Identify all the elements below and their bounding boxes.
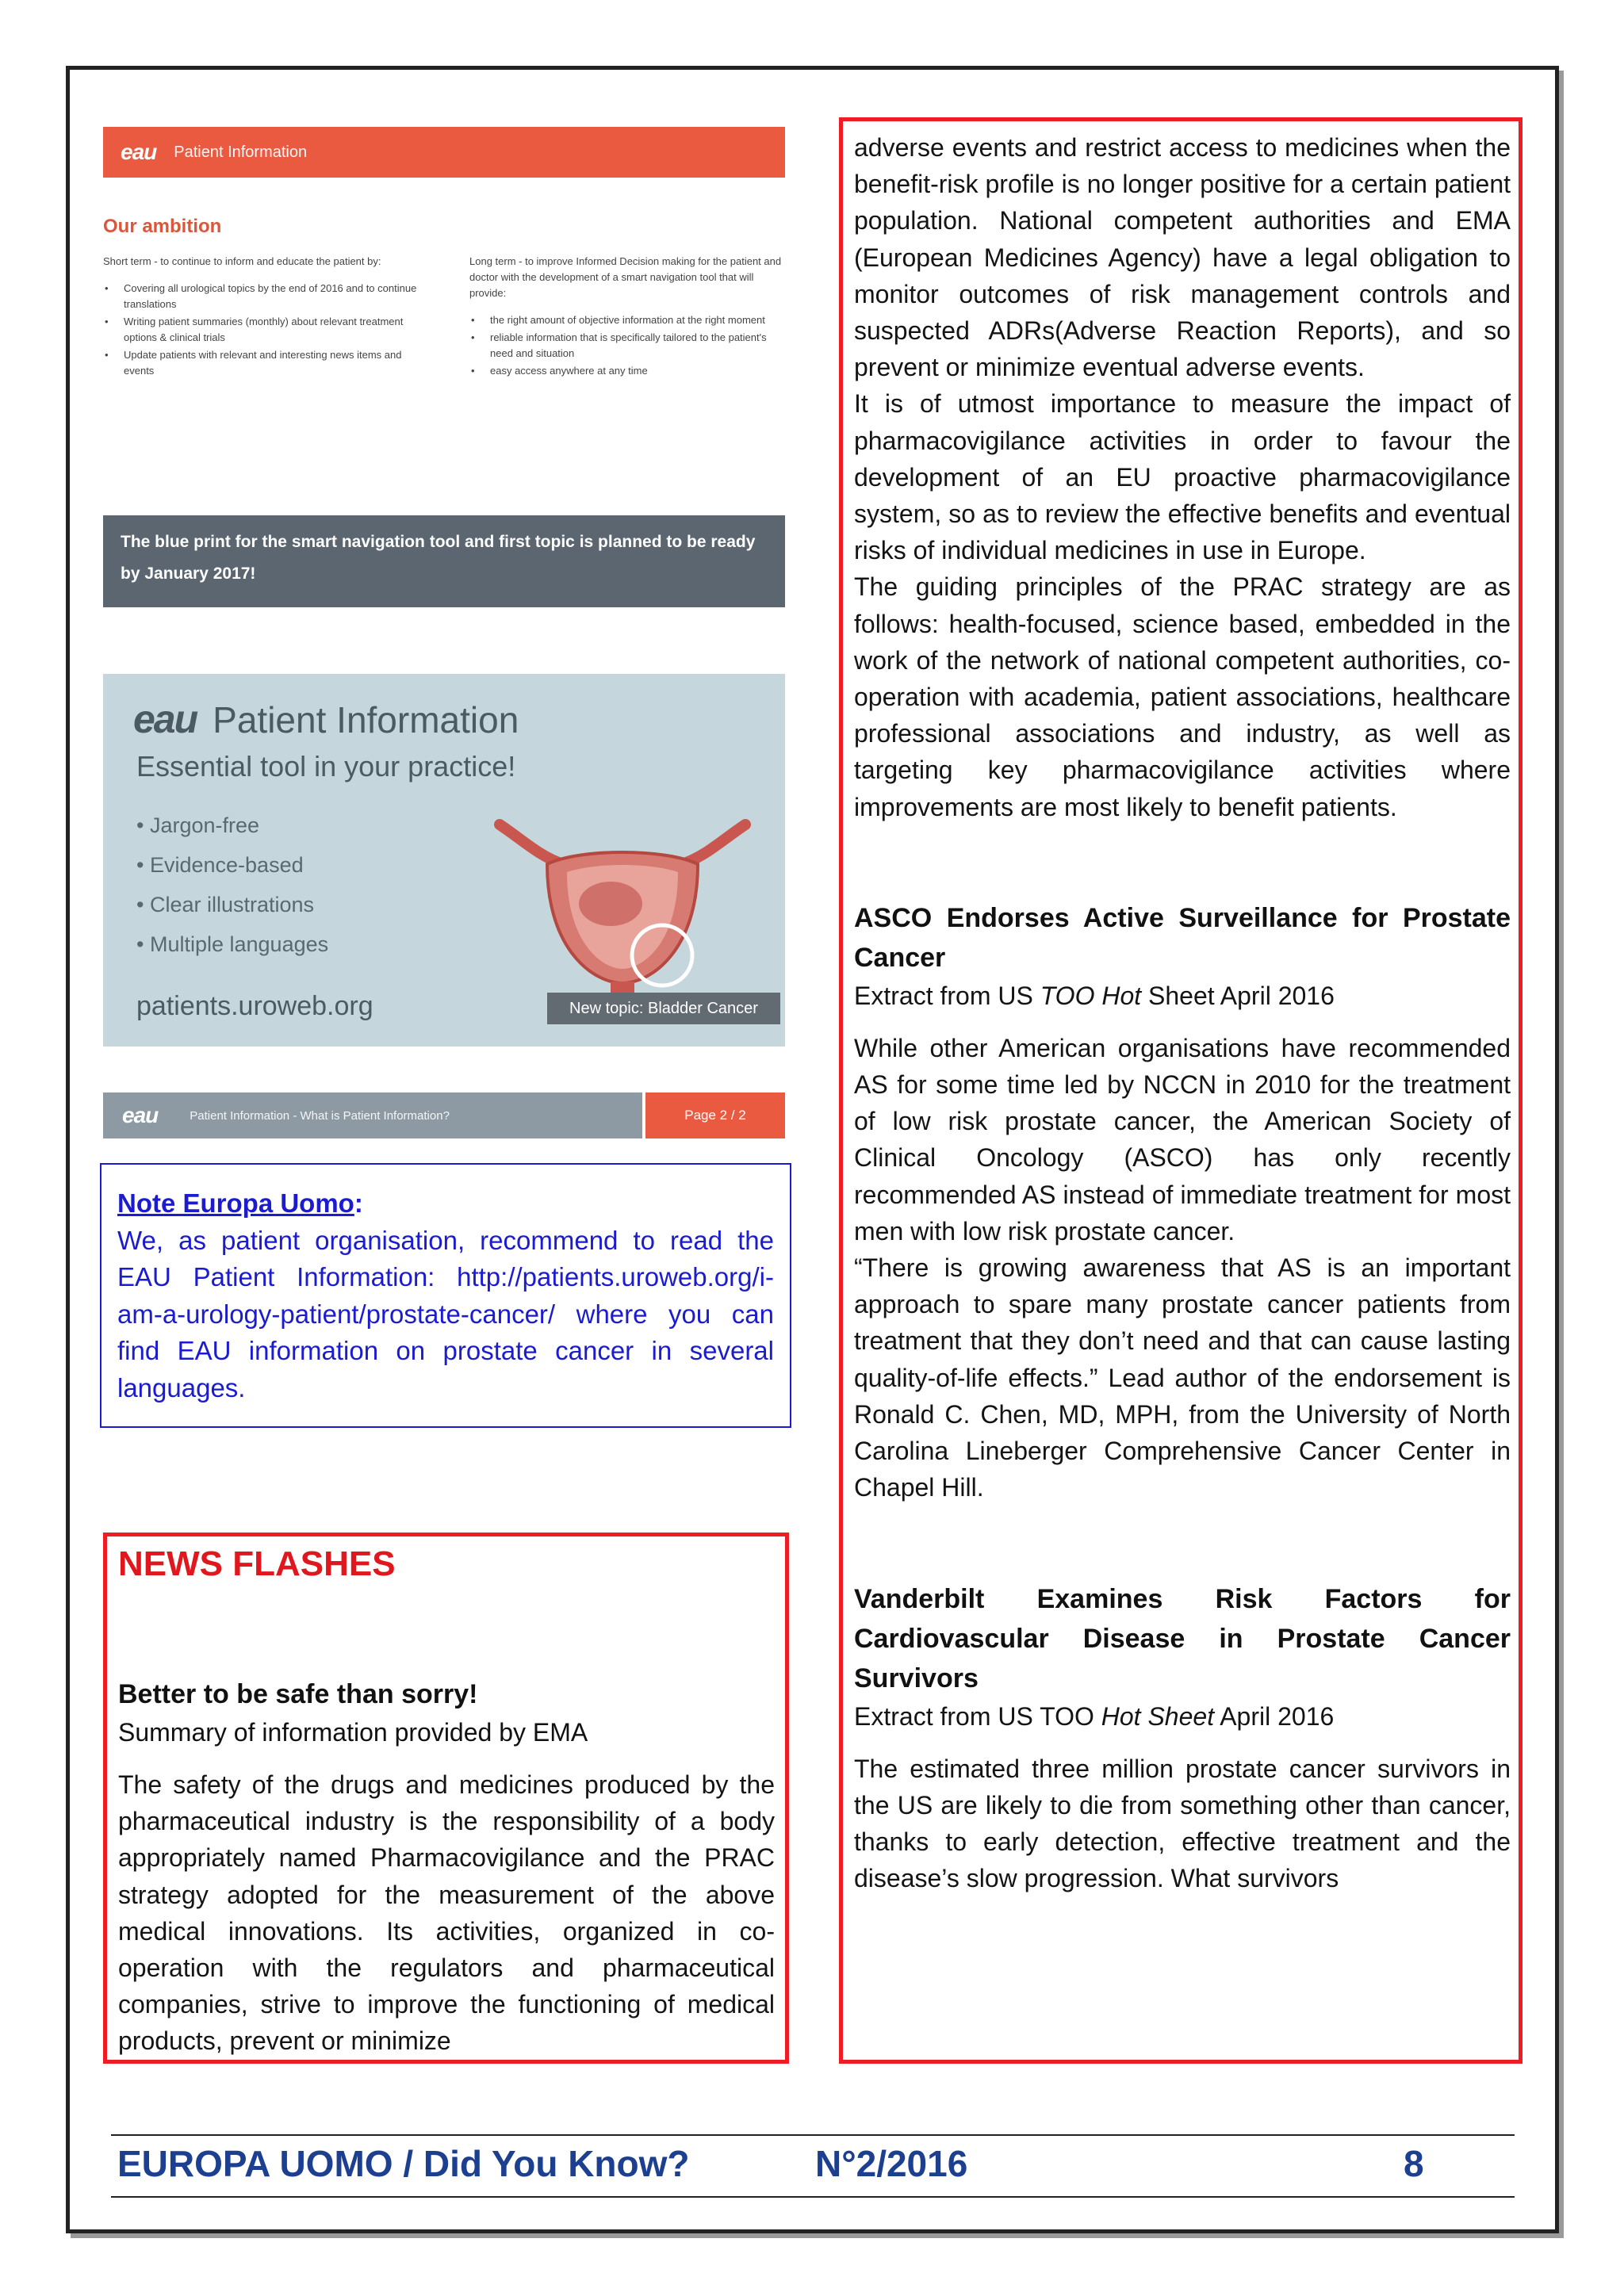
- blueprint-banner: The blue print for the smart navigation tool and first topic is planned to be ready by January 2017!: [103, 515, 785, 607]
- article-body: The safety of the drugs and medicines produced by the pharmaceutical industry is the responsibility of a body appropriately named Pharmacovigilance and the PRAC strategy adopted for the measurement of the above medical innovations. Its activities, organized in co-operation with the regulators and pharmaceutical companies, strive to improve the functioning of medical products, prevent or minimize: [118, 1770, 775, 2056]
- poster-bullet: • Evidence-based: [136, 845, 328, 885]
- short-term-column: [103, 254, 420, 381]
- pharmacovigilance-paragraph: It is of utmost importance to measure the impact of pharmacovigilance activities in order to favour the development of an EU proactive pharmacovigilance system, so as to review the effective benefits and eventual risks of individual medicines in use in Europe.: [854, 389, 1511, 565]
- vanderbilt-subtitle: [854, 1698, 1511, 1735]
- news-flashes-box: [103, 1533, 789, 2064]
- footer-rule-bottom: [111, 2196, 1515, 2198]
- asco-paragraph: While other American organisations have recommended AS for some time led by NCCN in 2010 for the treatment of low risk prostate cancer, the American Society of Clinical Oncology (ASCO) has only recently recommended AS instead of immediate treatment for most men with low risk prostate cancer.: [854, 1033, 1511, 1246]
- footer-page-number: 8: [1404, 2143, 1424, 2184]
- poster-bullet: • Jargon-free: [136, 806, 328, 845]
- note-europa-uomo-box: [100, 1163, 791, 1428]
- long-term-item: • easy access anywhere at any time: [469, 363, 787, 379]
- eau-banner-text: Patient Information: [174, 143, 308, 161]
- poster-bullet: • Clear illustrations: [136, 885, 328, 924]
- vanderbilt-subtitle-prefix: Extract from US TOO: [854, 1701, 1101, 1731]
- vanderbilt-title-text: Vanderbilt Examines Risk Factors for Cardiovascular Disease in Prostate Cancer Survivors: [854, 1583, 1511, 1693]
- poster-title-text: Patient Information: [213, 699, 519, 740]
- note-title: Note Europa Uomo: [117, 1188, 354, 1218]
- poster-logo: eau: [133, 697, 197, 741]
- short-term-item: • Writing patient summaries (monthly) about relevant treatment options & clinical trials: [103, 314, 420, 346]
- article-subtitle: Summary of information provided by EMA: [118, 1718, 588, 1747]
- flyer-footer-logo: eau: [122, 1103, 159, 1127]
- poster-topic-badge: New topic: Bladder Cancer: [547, 993, 780, 1024]
- ambition-title: Our ambition: [103, 216, 222, 237]
- asco-subtitle-suffix: Sheet April 2016: [1141, 981, 1335, 1010]
- short-term-intro: Short term - to continue to inform and educate the patient by:: [103, 255, 381, 267]
- long-term-item: • the right amount of objective information at the right moment: [469, 312, 787, 328]
- asco-subtitle-italic: TOO Hot: [1040, 981, 1142, 1010]
- article-title: Better to be safe than sorry!: [118, 1679, 478, 1709]
- long-term-column: [469, 254, 787, 381]
- long-term-item: • reliable information that is specifically tailored to the patient's need and situation: [469, 330, 787, 362]
- news-flashes-heading: NEWS FLASHES: [118, 1544, 396, 1583]
- poster-bullets: [136, 806, 328, 964]
- pharmacovigilance-paragraph: The guiding principles of the PRAC strategy are as follows: health-focused, science based, embedded in the work of the network of national competent authorities, co-operation with academia, patient associations, healthcare professional associations and industry, as well as targeting key pharmacovigilance activities where improvements are most likely to benefit patients.: [854, 572, 1511, 821]
- asco-subtitle: [854, 978, 1511, 1014]
- right-column-box: [839, 117, 1522, 2064]
- vanderbilt-subtitle-italic: Hot Sheet: [1101, 1701, 1215, 1731]
- flyer-footer: [103, 1093, 785, 1138]
- vanderbilt-paragraph: The estimated three million prostate cancer survivors in the US are likely to die from something other than cancer, thanks to early detection, effective treatment and the disease’s slow progression. What survivors: [854, 1754, 1511, 1893]
- vanderbilt-subtitle-suffix: April 2016: [1214, 1701, 1335, 1731]
- short-term-item: • Covering all urological topics by the end of 2016 and to continue translations: [103, 281, 420, 312]
- asco-subtitle-prefix: Extract from US: [854, 981, 1040, 1010]
- vanderbilt-title: [854, 1579, 1511, 1698]
- eau-banner: [103, 127, 785, 178]
- footer-publication: EUROPA UOMO / Did You Know?: [117, 2143, 690, 2184]
- right-column-content: [854, 129, 1511, 1896]
- footer-issue: N°2/2016: [815, 2143, 968, 2184]
- news-article: [118, 1674, 775, 2060]
- poster-bullet: • Multiple languages: [136, 924, 328, 964]
- pharmacovigilance-paragraph: adverse events and restrict access to medicines when the benefit-risk profile is no longer positive for a certain patient population. National competent authorities and EMA (European Medicines Agency) have a legal obligation to monitor outcomes of risk management controls and suspected ADRs(Adverse Reaction Reports), and so prevent or minimize eventual adverse events.: [854, 133, 1511, 382]
- flyer-footer-text: Patient Information - What is Patient Information?: [190, 1108, 450, 1123]
- poster-title: [133, 696, 519, 742]
- note-colon: :: [354, 1188, 363, 1218]
- footer-rule-top: [111, 2134, 1515, 2136]
- short-term-item: • Update patients with relevant and interesting news items and events: [103, 347, 420, 379]
- long-term-intro: Long term - to improve Informed Decision making for the patient and doctor with the development of a smart navigation tool that will provide:: [469, 255, 782, 299]
- eau-logo: eau: [121, 140, 157, 164]
- asco-title: ASCO Endorses Active Surveillance for Prostate Cancer: [854, 902, 1511, 973]
- flyer-footer-page: Page 2 / 2: [645, 1093, 785, 1138]
- poster-url: patients.uroweb.org: [136, 991, 373, 1021]
- bladder-illustration: [492, 793, 753, 1007]
- page-footer: [117, 2142, 1513, 2190]
- note-text: We, as patient organisation, recommend to read the EAU Patient Information: http://patients.uroweb.org/i-am-a-urology-patient/prostate-cancer/ where you can find EAU information on prostate cancer in several languages.: [117, 1225, 774, 1402]
- poster-subtitle: Essential tool in your practice!: [136, 750, 516, 783]
- patient-info-poster: [103, 674, 785, 1047]
- asco-paragraph: “There is growing awareness that AS is an important approach to spare many prostate cancer patients from treatment that they don’t need and that can cause lasting quality-of-life effects.” Lead author of the endorsement is Ronald C. Chen, MD, MPH, from the University of North Carolina Lineberger Comprehensive Cancer Center in Chapel Hill.: [854, 1253, 1511, 1502]
- flyer-footer-left: [103, 1093, 642, 1138]
- eau-flyer-image: [103, 127, 785, 1150]
